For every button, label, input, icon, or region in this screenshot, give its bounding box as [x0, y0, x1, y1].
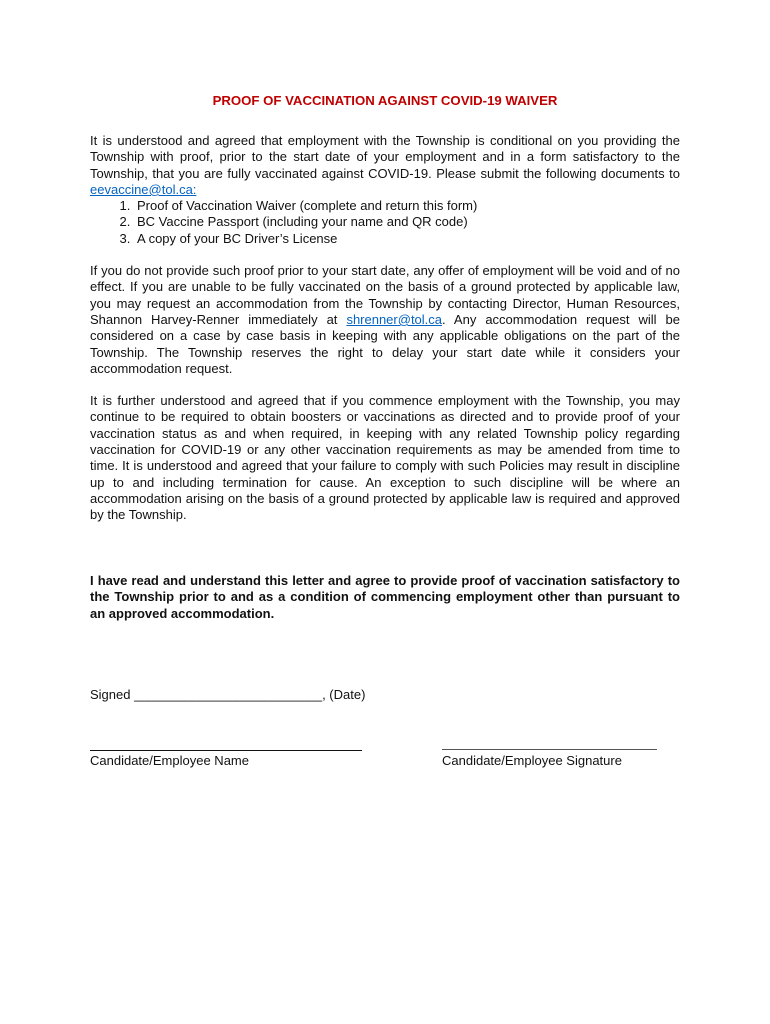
- candidate-signature-label: Candidate/Employee Signature: [442, 753, 622, 768]
- eevaccine-email-link[interactable]: eevaccine@tol.ca:: [90, 181, 197, 197]
- boosters-paragraph: It is further understood and agreed that if you commence employment with the Township, you may continue to be required to obtain boosters or vaccinations as directed and to provide proof of your vaccination status as and when required, in keeping with any related Township policy regarding vaccination for COVID-19 or any other vaccination requirements as may be amended from time to time. It is understood and agreed that your failure to comply with such Policies may result in discipline up to and including termination for cause. An exception to such discipline will be where an accommodation arising on the basis of a ground protected by applicable law is required and approved by the Township.: [90, 393, 680, 523]
- signed-date-line[interactable]: Signed __________________________, (Date): [90, 687, 366, 702]
- list-item: 1. Proof of Vaccination Waiver (complete and return this form): [134, 198, 680, 214]
- proof-text-before: If you do not provide such proof prior to your start date, any offer of employment will be void and of no effect. If you are unable to be fully vaccinated on the basis of a ground protected by applicable law, you may request an accommodation from the Township by contacting Director, Human Resources, Shannon Harvey-Renner immediately at: [90, 263, 680, 327]
- list-item: 3. A copy of your BC Driver’s License: [134, 231, 680, 247]
- document-body: [90, 133, 680, 524]
- list-item: 2. BC Vaccine Passport (including your name and QR code): [134, 214, 680, 230]
- required-documents-list: [90, 198, 680, 247]
- shrenner-email-link[interactable]: shrenner@tol.ca: [346, 311, 443, 327]
- intro-paragraph: [90, 133, 680, 198]
- signature-line[interactable]: [442, 749, 657, 750]
- proof-text-after: . Any accommodation request will be considered on a case by case basis in keeping with any applicable obligations on the part of the Township. The Township reserves the right to delay your start date while it considers your accommodation request.: [90, 311, 680, 376]
- document-title: PROOF OF VACCINATION AGAINST COVID-19 WAIVER: [212, 93, 558, 108]
- candidate-name-label: Candidate/Employee Name: [90, 753, 249, 768]
- name-signature-line[interactable]: [90, 750, 362, 751]
- acknowledgement-statement: I have read and understand this letter and agree to provide proof of vaccination satisfactory to the Township prior to and as a condition of commencing employment other than pursuant to an approved accommodation.: [90, 573, 680, 621]
- intro-text: It is understood and agreed that employment with the Township is conditional on you providing the Township with proof, prior to the start date of your employment and in a form satisfactory to the Township, that you are fully vaccinated against COVID-19. Please submit the following documents to: [90, 133, 680, 181]
- proof-paragraph: [90, 263, 680, 377]
